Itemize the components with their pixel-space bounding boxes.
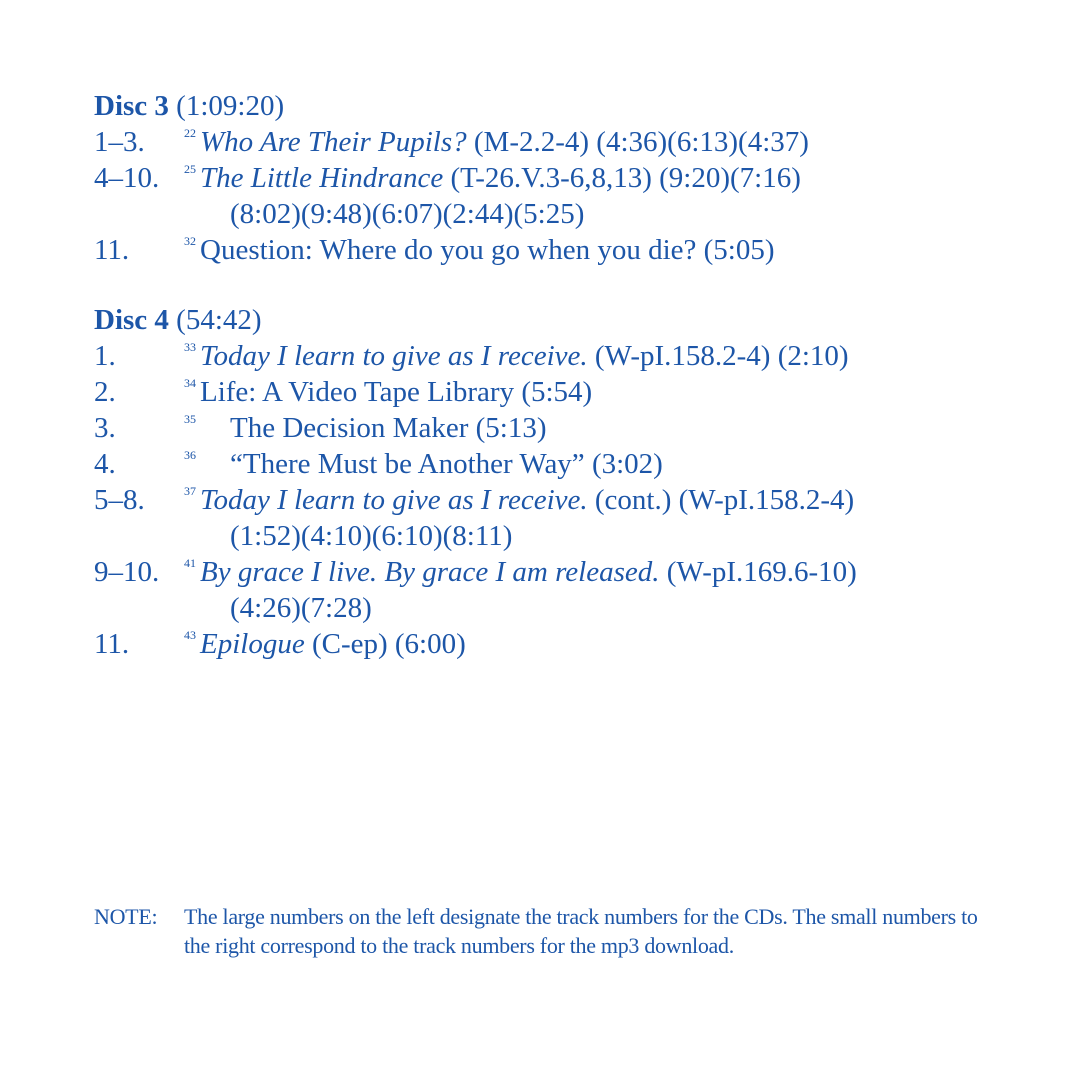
track-reference: (M-2.2-4) (4:36)(6:13)(4:37) xyxy=(466,126,809,158)
track-title: Life: A Video Tape Library xyxy=(200,376,515,408)
track-title: Today I learn to give as I receive. xyxy=(200,484,588,516)
track-row: 2. 34 Life: A Video Tape Library (5:54) xyxy=(94,376,593,408)
track-row: 11. 32 Question: Where do you go when you die? (5:05) xyxy=(94,234,775,266)
track-title: Question: Where do you go when you die? xyxy=(200,234,697,266)
track-timings-continued: (1:52)(4:10)(6:10)(8:11) xyxy=(230,520,513,552)
track-reference: (cont.) (W-pI.158.2-4) xyxy=(587,484,855,516)
track-title: The Little Hindrance xyxy=(200,162,444,194)
note-text: The large numbers on the left designate the track numbers for the CDs. The small numbers to the right correspond to the track numbers for the mp3 download. xyxy=(184,904,978,958)
cd-track-number: 9–10. xyxy=(94,556,160,588)
track-reference: (T-26.V.3-6,8,13) (9:20)(7:16) xyxy=(443,162,801,194)
cd-track-number: 2. xyxy=(94,376,116,408)
disc-3-heading xyxy=(94,88,1054,124)
note-label: NOTE: xyxy=(94,904,158,929)
track-row: 4. 36 “There Must be Another Way” (3:02) xyxy=(94,448,663,480)
track-row: 11. 43 Epilogue (C-ep) (6:00) xyxy=(94,628,466,660)
footnote xyxy=(94,902,994,960)
track-title: “There Must be Another Way” xyxy=(230,448,585,480)
track-reference: (C-ep) (6:00) xyxy=(304,628,466,660)
track-row: 5–8. 37 Today I learn to give as I receive. (cont.) (W-pI.158.2-4) (1:52)(4:10)(6:10)(8:11) xyxy=(94,482,1054,554)
track-reference: (3:02) xyxy=(584,448,663,480)
cd-track-number: 5–8. xyxy=(94,484,145,516)
cd-track-number: 4–10. xyxy=(94,162,160,194)
track-row: 1. 33 Today I learn to give as I receive. (W-pI.158.2-4) (2:10) xyxy=(94,340,849,372)
track-timings-continued: (4:26)(7:28) xyxy=(230,592,372,624)
cd-track-number: 1–3. xyxy=(94,126,145,158)
track-row: 4–10. 25 The Little Hindrance (T-26.V.3-6,8,13) (9:20)(7:16) (8:02)(9:48)(6:07)(2:44)(5:25) xyxy=(94,160,1054,232)
disc-3-label: Disc 3 xyxy=(94,90,169,122)
cd-track-number: 1. xyxy=(94,340,116,372)
track-reference: (W-pI.158.2-4) (2:10) xyxy=(587,340,849,372)
disc-4-label: Disc 4 xyxy=(94,304,169,336)
cd-track-number: 4. xyxy=(94,448,116,480)
track-title: Today I learn to give as I receive. xyxy=(200,340,588,372)
track-reference: (W-pI.169.6-10) xyxy=(659,556,857,588)
track-reference: (5:54) xyxy=(514,376,593,408)
track-timings-continued: (8:02)(9:48)(6:07)(2:44)(5:25) xyxy=(230,198,585,230)
track-row: 3. 35 The Decision Maker (5:13) xyxy=(94,412,547,444)
disc-3-duration: (1:09:20) xyxy=(176,90,285,122)
cd-track-number: 3. xyxy=(94,412,116,444)
track-title: Epilogue xyxy=(200,628,305,660)
track-row: 1–3. 22 Who Are Their Pupils? (M-2.2-4) (4:36)(6:13)(4:37) xyxy=(94,126,809,158)
track-row: 9–10. 41 By grace I live. By grace I am released. (W-pI.169.6-10) (4:26)(7:28) xyxy=(94,554,1054,626)
cd-track-number: 11. xyxy=(94,234,130,266)
track-title: The Decision Maker xyxy=(230,412,469,444)
track-title: By grace I live. By grace I am released. xyxy=(200,556,660,588)
cd-track-number: 11. xyxy=(94,628,130,660)
disc-4-section xyxy=(94,302,1054,662)
disc-4-duration: (54:42) xyxy=(176,304,262,336)
disc-3-section xyxy=(94,88,1054,268)
track-reference: (5:05) xyxy=(696,234,775,266)
track-reference: (5:13) xyxy=(468,412,547,444)
track-title: Who Are Their Pupils? xyxy=(200,126,467,158)
disc-4-heading xyxy=(94,302,1054,338)
